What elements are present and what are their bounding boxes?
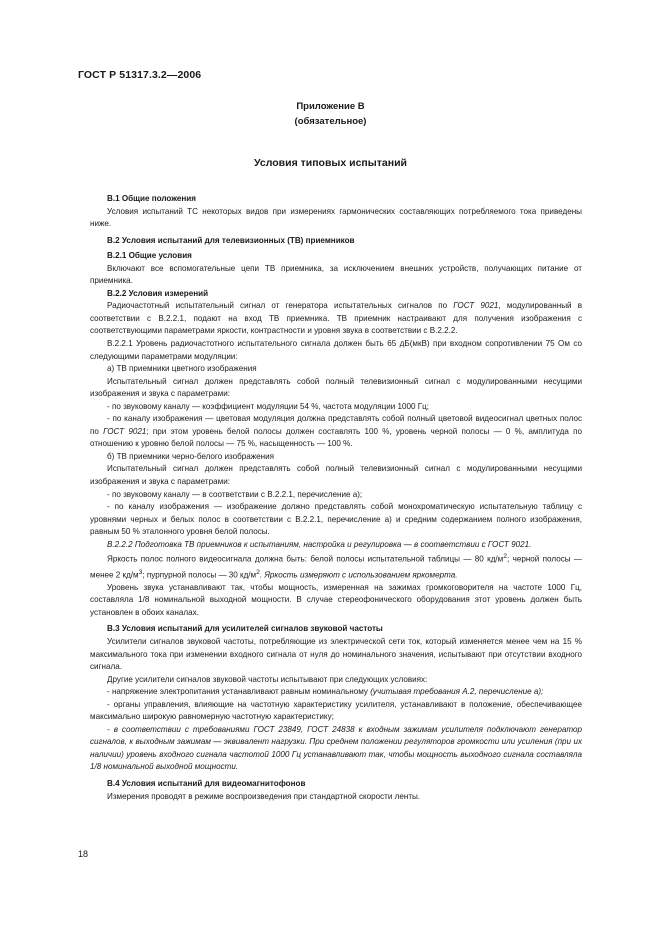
list-a-item-image: - по каналу изображения — цветовая модуляция должна представлять собой полный цветовой видеосигнал цветных полос по ГОСТ 9021; при этом уровень белой полосы должен составлять 100 %, уровень черной полосы — 0 %, амплитуда по отношению к уровню белой полосы — 75 %, насыщенность — 100 %. [90, 414, 582, 449]
annex-type: (обязательное) [294, 116, 367, 127]
section-b21-text: Включают все вспомогательные цепи ТВ приемника, за исключением внешних устройств, получающих питание от приемника. [90, 263, 582, 286]
list-a-item-sound: - по звуковому каналу — коэффициент модуляции 54 %, частота модуляции 1000 Гц; [107, 401, 430, 411]
list-a-heading: а) ТВ приемники цветного изображения [107, 364, 257, 374]
brightness-paragraph: Яркость полос полного видеосигнала должна быть: белой полосы испытательной таблицы — 80 $кд/м^2$; черной полосы — менее 2 $кд/м^3$; пурпурной полосы — 30 $кд/м^2$. Яркость измеряют с использованием яркомерта. [90, 553, 583, 580]
document-body [90, 193, 582, 803]
gost-reference: ГОСТ 9021 [103, 426, 147, 436]
section-b21-heading: В.2.1 Общие условия [107, 251, 192, 261]
section-b22-heading: В.2.2 Условия измерений [107, 288, 209, 298]
annex-title: Приложение В [296, 101, 365, 112]
section-b1-text: Условия испытаний ТС некоторых видов при измерениях гармонических составляющих потребляемого тока приведены ниже. [90, 206, 582, 229]
section-b221-text: В.2.2.1 Уровень радиочастотного испытательного сигнала должен быть 65 дБ(мкВ) при входном сопротивлении 75 Ом со следующими параметрами модуляции: [90, 339, 582, 361]
section-b4-text: Измерения проводят в режиме воспроизведения при стандартной скорости ленты. [107, 791, 421, 801]
list-a-text: Испытательный сигнал должен представлять собой полный телевизионный сигнал с модулированными несущими изображения и звука с параметрами: [90, 376, 582, 399]
section-b1-heading: В.1 Общие положения [107, 194, 196, 203]
list-b-heading: б) ТВ приемники черно-белого изображения [107, 451, 275, 461]
page-number: 18 [78, 849, 89, 859]
section-b3-heading: В.3 Условия испытаний для усилителей сигналов звуковой частоты [107, 624, 383, 634]
gost-reference: ГОСТ 9021 [453, 301, 499, 311]
list-b-text: Испытательный сигнал должен представлять собой полный телевизионный сигнал с модулированными несущими изображения и звука с параметрами: [90, 464, 582, 487]
section-b3-paragraph-2: Другие усилители сигналов звуковой частоты испытывают при следующих условиях: [107, 674, 428, 684]
section-b4-heading: В.4 Условия испытаний для видеомагнитофонов [107, 778, 306, 788]
section-b222-text: В.2.2.2 Подготовка ТВ приемников к испытаниям, настройка и регулировка — в соответствии с ГОСТ 9021. [107, 539, 532, 549]
page-title: Условия типовых испытаний [254, 157, 407, 169]
document-header: ГОСТ Р 51317.3.2—2006 [78, 69, 202, 81]
section-b3-item-voltage: - напряжение электропитания устанавливают равным номинальному (учитывая требования А.2, перечисление а); [107, 687, 544, 697]
section-b3-paragraph-1: Усилители сигналов звуковой частоты, потребляющие из электрической сети ток, который изменяется менее чем на 15 % максимального тока при изменении входного сигнала от нуля до номинального значения, испытывают при отсутствии входного сигнала. [90, 636, 582, 672]
list-b-item-image: - по каналу изображения — изображение должно представлять собой монохроматическую испытательную таблицу с уровнями черных и белых полос в соответствии с В.2.2.1, перечисление а) и средним содержанием полного изображения, равным 50 % эталонного уровня белой полосы. [90, 502, 582, 537]
sound-level-paragraph: Уровень звука устанавливают так, чтобы мощность, измеренная на зажимах громкоговорителя на частоте 1000 Гц, составляла 1/8 номинальной выходной мощности. В случае стереофонического оборудования этот уровень должен быть установлен в обоих каналах. [90, 582, 582, 617]
section-b2-heading: В.2 Условия испытаний для телевизионных (ТВ) приемников [107, 235, 355, 245]
section-b22-paragraph: Радиочастотный испытательный сигнал от генератора испытательных сигналов по ГОСТ 9021, модулированный в соответствии с В.2.2.1, подают на вход ТВ приемника. ТВ приемник настраивают для получения изображения с соответствующими параметрами яркости, контрастности и уровня звука в соответствии с В.2.2.2. [90, 301, 582, 336]
section-b3-item-controls: - органы управления, влияющие на частотную характеристику усилителя, устанавливают в положение, обеспечивающее максимально широкую равномерную частотную характеристику; [90, 699, 582, 722]
section-b3-item-generator: - в соответствии с требованиями ГОСТ 23849, ГОСТ 24838 к входным зажимам усилителя подключают генератор сигналов, к выходным зажимам — эквивалент нагрузки. При среднем положении регуляторов громкости или усиления (при их наличии) уровень входного сигнала частотой 1000 Гц устанавливают так, чтобы мощность выходного сигнала составляла 1/8 номинальной выходной мощности. [90, 724, 582, 772]
list-b-item-sound: - по звуковому каналу — в соответствии с В.2.2.1, перечисление а); [107, 489, 363, 499]
